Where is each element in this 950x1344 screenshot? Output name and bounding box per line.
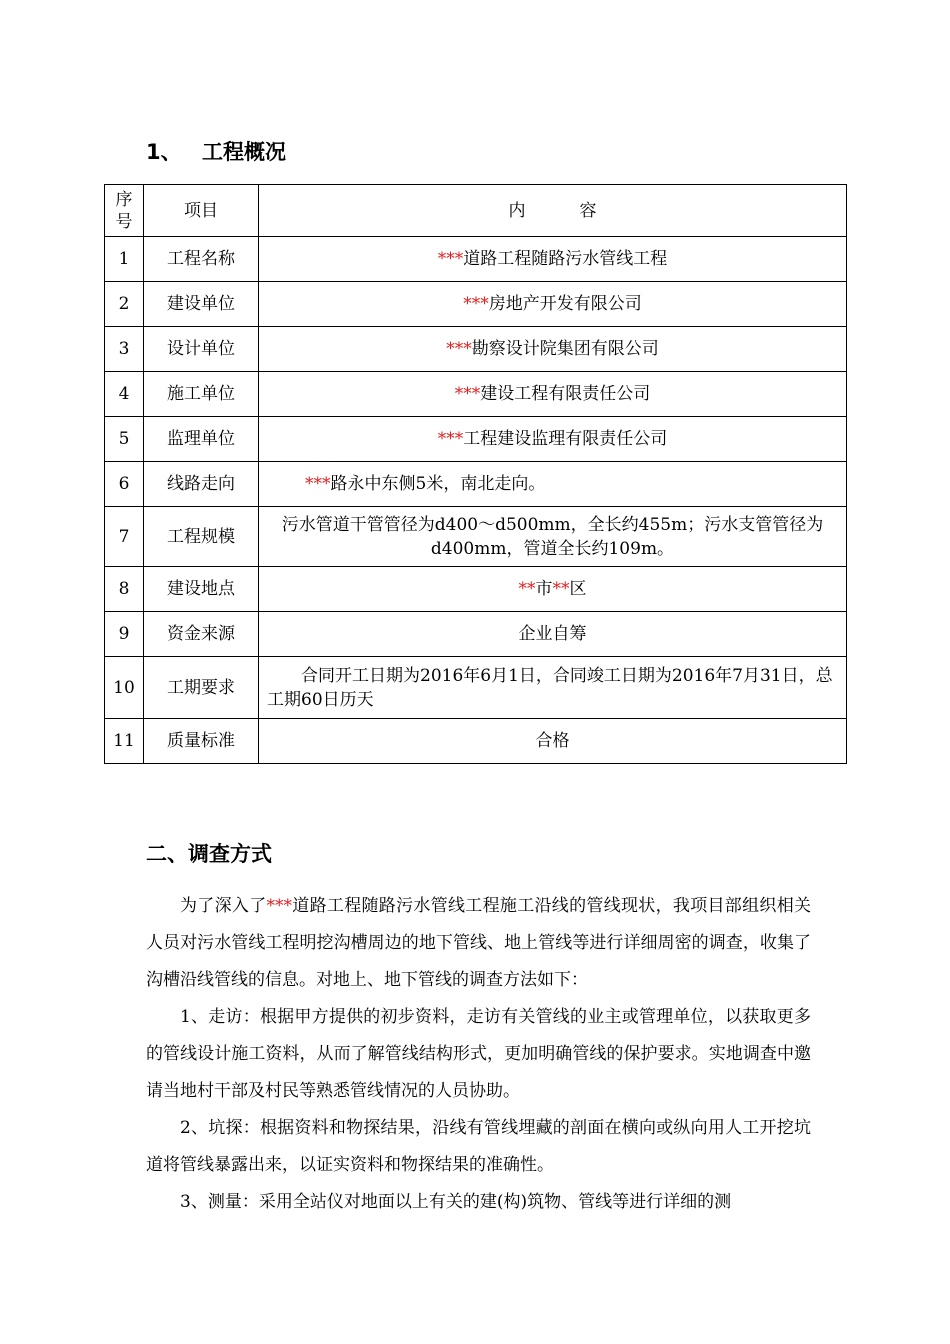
paragraph: 3、测量：采用全站仪对地面以上有关的建(构)筑物、管线等进行详细的测 — [180, 1192, 732, 1212]
header-content: 内 容 — [259, 185, 847, 237]
row-content: 合同开工日期为2016年6月1日，合同竣工日期为2016年7月31日，总工期60日历天 — [259, 657, 847, 719]
section-1-heading — [146, 136, 286, 166]
row-seq: 6 — [105, 462, 144, 507]
section-1-number: 1、 — [146, 140, 182, 164]
row-content: 合格 — [259, 719, 847, 764]
redacted-mark: *** — [266, 896, 292, 916]
row-item: 资金来源 — [144, 612, 259, 657]
row-item: 施工单位 — [144, 372, 259, 417]
table-row — [105, 507, 847, 567]
table-row — [105, 372, 847, 417]
row-content: ***道路工程随路污水管线工程 — [259, 237, 847, 282]
row-content: **市**区 — [259, 567, 847, 612]
row-content: 污水管道干管管径为d400～d500mm，全长约455m；污水支管管径为d400mm，管道全长约109m。 — [259, 507, 847, 567]
redacted-mark: *** — [454, 384, 481, 404]
row-content: ***勘察设计院集团有限公司 — [259, 327, 847, 372]
section-1-title: 工程概况 — [202, 140, 286, 164]
paragraph: 1、走访：根据甲方提供的初步资料，走访有关管线的业主或管理单位，以获取更多的管线设计施工资料，从而了解管线结构形式，更加明确管线的保护要求。实地调查中邀请当地村干部及村民等熟悉管线情况的人员协助。 — [146, 1007, 811, 1101]
redacted-mark: ** — [518, 579, 536, 599]
row-content: ***房地产开发有限公司 — [259, 282, 847, 327]
table-row — [105, 567, 847, 612]
row-content: ***工程建设监理有限责任公司 — [259, 417, 847, 462]
row-item: 设计单位 — [144, 327, 259, 372]
row-item: 线路走向 — [144, 462, 259, 507]
paragraph: 为了深入了***道路工程随路污水管线工程施工沿线的管线现状，我项目部组织相关人员对污水管线工程明挖沟槽周边的地下管线、地上管线等进行详细周密的调查，收集了沟槽沿线管线的信息。对地上、地下管线的调查方法如下： — [146, 896, 811, 990]
survey-method-body — [146, 888, 811, 1221]
table-row — [105, 612, 847, 657]
redacted-mark: *** — [446, 339, 472, 359]
header-item: 项目 — [144, 185, 259, 237]
row-seq: 1 — [105, 237, 144, 282]
section-2-heading: 二、调查方式 — [146, 842, 272, 866]
table-row — [105, 237, 847, 282]
row-seq: 8 — [105, 567, 144, 612]
paragraph: 2、坑探：根据资料和物探结果，沿线有管线埋藏的剖面在横向或纵向用人工开挖坑道将管线暴露出来，以证实资料和物探结果的准确性。 — [146, 1118, 811, 1175]
row-seq: 11 — [105, 719, 144, 764]
row-content: ***路永中东侧5米，南北走向。 — [259, 462, 847, 507]
table-row — [105, 327, 847, 372]
redacted-mark: *** — [305, 474, 331, 494]
row-content: 企业自筹 — [259, 612, 847, 657]
row-seq: 3 — [105, 327, 144, 372]
table-row — [105, 417, 847, 462]
row-content: ***建设工程有限责任公司 — [259, 372, 847, 417]
row-seq: 5 — [105, 417, 144, 462]
redacted-mark: *** — [463, 294, 489, 314]
redacted-mark: ** — [552, 579, 570, 599]
header-seq: 序号 — [105, 185, 144, 237]
row-item: 建设单位 — [144, 282, 259, 327]
table-header-row — [105, 185, 847, 237]
table-row — [105, 282, 847, 327]
project-overview-table — [104, 184, 847, 764]
row-item: 建设地点 — [144, 567, 259, 612]
row-seq: 4 — [105, 372, 144, 417]
table-row — [105, 462, 847, 507]
row-seq: 7 — [105, 507, 144, 567]
row-seq: 9 — [105, 612, 144, 657]
row-seq: 10 — [105, 657, 144, 719]
row-item: 工程规模 — [144, 507, 259, 567]
redacted-mark: *** — [437, 429, 464, 449]
redacted-mark: *** — [437, 249, 464, 269]
row-item: 质量标准 — [144, 719, 259, 764]
row-item: 工期要求 — [144, 657, 259, 719]
row-item: 工程名称 — [144, 237, 259, 282]
table-row — [105, 719, 847, 764]
row-item: 监理单位 — [144, 417, 259, 462]
row-seq: 2 — [105, 282, 144, 327]
table-row — [105, 657, 847, 719]
